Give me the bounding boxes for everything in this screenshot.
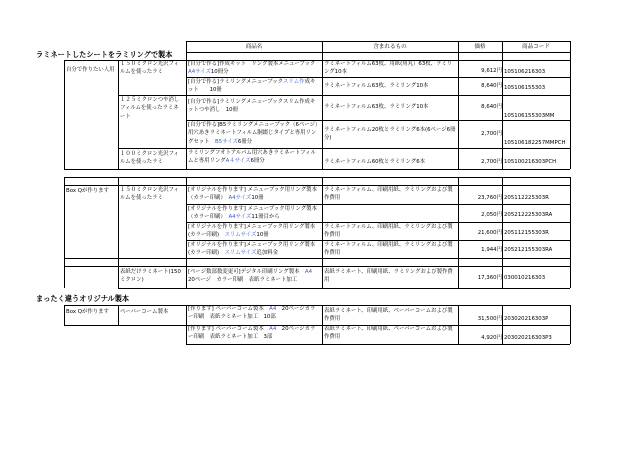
rule xyxy=(186,344,570,345)
group-label: Box Qが作ります xyxy=(66,309,109,315)
product-code: 030010216303 xyxy=(504,275,546,281)
contents-text: 表紙ラミネート、印刷用紙、ラミリングおよび製作費用 xyxy=(324,269,453,284)
group-label: Box Qが作ります xyxy=(66,188,109,194)
product-code: 203020216303P3 xyxy=(504,335,552,341)
price: 21,600円 xyxy=(477,230,502,236)
product-code: 105106155303MM xyxy=(504,113,555,119)
price: 23,760円 xyxy=(477,195,502,201)
rule xyxy=(502,305,503,344)
rule xyxy=(64,258,570,259)
product-name: [自分で作る]ラミリングメニューブックスリム作成キットつや消し 10冊 xyxy=(188,99,316,114)
price: 2,700円 xyxy=(481,131,502,137)
price: 8,640円 xyxy=(481,104,502,110)
header-code: 商品コード xyxy=(522,44,550,50)
contents-text: ラミネートフィルム、印刷用紙、ラミリングおよび製作費用 xyxy=(324,224,453,239)
group-label: 自分で作りたい人用 xyxy=(66,67,115,73)
rule xyxy=(570,305,571,344)
rule xyxy=(458,305,459,344)
product-name: ラミリングフオトアルバム用穴あきラミネートフィルムと専用リングA４サイズ6冊分 xyxy=(188,150,316,165)
type-label: ペーパーコーム製本 xyxy=(120,309,169,315)
rule xyxy=(64,169,570,170)
product-code: 105106216303 xyxy=(504,69,546,75)
rule xyxy=(186,305,187,344)
type-label: １５０ミクロン光沢フィルムを使ったラミ xyxy=(120,187,179,202)
contents-text: ラミネートフィルム、印刷用紙、ラミリングおよび製作費用 xyxy=(324,242,453,257)
contents-text: ラミネートフィルム63枚、ラミリング10本 xyxy=(324,83,429,89)
rule xyxy=(186,177,187,288)
price: 8,640円 xyxy=(481,83,502,89)
rule xyxy=(64,177,570,178)
type-label: １００ミクロン光沢フィルムを使ったラミ xyxy=(120,151,179,166)
product-name: [自分で作る]ラミリングメニューブックスリム作成キット 10冊 xyxy=(188,79,316,94)
product-name: [オリジナルを作ります] メニューブック用リング製本（カラー印刷） A4サイズ11冊目から xyxy=(188,206,317,221)
price: 2,700円 xyxy=(481,159,502,165)
product-name: [オリジナルを作ります] メニューブック用リング製本（カラー印刷） A4サイズ10冊 xyxy=(188,187,317,202)
rule xyxy=(64,305,65,325)
product-name: [作ります] ペーパーコーム製本 A4 20ページカラー印刷 表紙ラミネート加工 10部 xyxy=(188,306,316,321)
product-code: 105106155303 xyxy=(504,85,546,91)
rule xyxy=(186,41,187,169)
rule xyxy=(322,41,323,169)
contents-text: ラミネートフィルム60枚とラミリング6本 xyxy=(324,159,426,165)
price: 4,920円 xyxy=(481,335,502,341)
rule xyxy=(64,60,65,169)
contents-text: 表紙ラミネート、印刷用紙、ペーパーコームおよび製作費用 xyxy=(324,326,453,341)
rule xyxy=(186,52,570,53)
product-name: [自分で作る]B5ラミリングメニューブック（6ページ）用穴あきラミネートフィルム胴綴じタイプと専用リングセット B5サイズ6冊分 xyxy=(188,122,318,145)
product-code: 205112225303R xyxy=(504,195,549,201)
rule xyxy=(458,177,459,288)
product-name: [自分で作る]作成キット リング製本メニューブックA4サイズ10冊分 xyxy=(188,61,316,76)
rule xyxy=(570,177,571,288)
price: 17,360円 xyxy=(477,275,502,281)
rule xyxy=(118,305,119,325)
rule xyxy=(118,60,119,169)
product-code: 205212155303RA xyxy=(504,247,553,253)
product-name: [ページ数部数変更可]デジタル印刷リング製本 A4 20ページ カラー印刷 表紙ラミネート加工 xyxy=(188,269,313,284)
price: 1,944円 xyxy=(481,247,502,253)
type-label: １５０ミクロン光沢フィルムを使ったラミ xyxy=(120,61,179,76)
rule xyxy=(458,41,459,169)
rule xyxy=(322,177,323,288)
contents-text: ラミネートフィルム63枚、ラミリング10本 xyxy=(324,104,429,110)
rule xyxy=(64,266,570,267)
rule xyxy=(322,305,323,344)
rule xyxy=(64,177,65,288)
product-code: 203020216303P xyxy=(504,316,549,322)
section1-title: ラミネートしたシートをラミリングで製本 xyxy=(36,50,173,59)
contents-text: ラミネートフィルム、印刷用紙、ラミリングおよび製作費用 xyxy=(324,187,453,202)
product-code: 205212225303RA xyxy=(504,212,553,218)
type-label: 表紙だけラミネート(150ミクロン) xyxy=(120,269,181,284)
product-name: [作ります] ペーパーコーム製本 A4 20ページカラー印刷 表紙ラミネート加工 3部 xyxy=(188,326,316,341)
product-code: 105100216303PCH xyxy=(504,159,557,165)
product-name: [オリジナルを作ります]メニューブック用リング製本(カラー印刷) スリムサイズ追加料金 xyxy=(188,242,316,257)
price: 2,050円 xyxy=(481,212,502,218)
section3-title: まったく違うオリジナル製本 xyxy=(36,294,130,303)
contents-text: ラミネートフィルム20枚とラミリング6本(6ページ6冊分) xyxy=(324,127,456,142)
type-label: １２５ミクロンつや消しフィルムを使ったラミネート xyxy=(120,97,180,120)
price: 9,612円 xyxy=(481,68,502,74)
rule xyxy=(118,288,570,289)
rule xyxy=(502,41,503,169)
product-name: [オリジナルを作ります]メニューブック用リング製本(カラー印刷) スリムサイズ10冊 xyxy=(188,224,316,239)
product-code: 205112155303R xyxy=(504,230,549,236)
header-product: 商品名 xyxy=(245,44,263,50)
price: 31,500円 xyxy=(477,316,502,322)
header-contents: 含まれるもの xyxy=(373,44,407,50)
rule xyxy=(502,177,503,288)
product-code: 105106182257MMPCH xyxy=(504,140,566,146)
contents-text: ラミネートフィルム63枚、用紙(角丸）63枚、ラミリング10本 xyxy=(324,61,453,76)
rule xyxy=(118,177,119,288)
rule xyxy=(570,41,571,169)
header-price: 価格 xyxy=(474,44,486,50)
contents-text: 表紙ラミネート、印刷用紙、ペーパーコームおよび製作費用 xyxy=(324,308,453,323)
rule xyxy=(186,41,570,42)
